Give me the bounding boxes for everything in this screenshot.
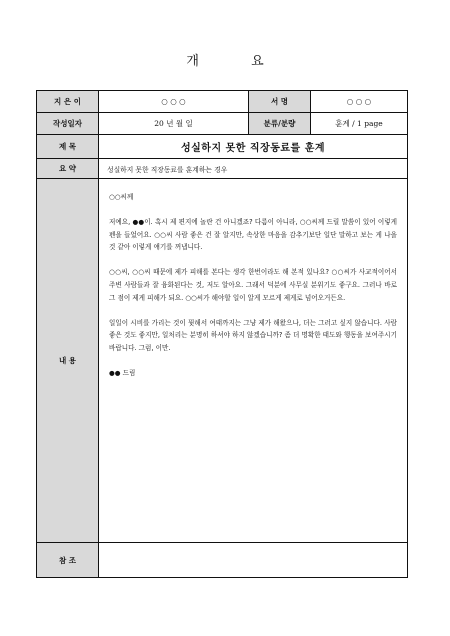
letter-paragraph: 저예요, ●●이. 혹시 제 편지에 놀란 건 아니겠죠? 다름이 아니라, ○○씨께 드릴 말씀이 있어 이렇게 펜을 들었어요. ○○씨 사람 좋은 건 잘 알지만, 속상한 마음을 감추기보단 일단 말하고 보는 게 나을 것 같아 이렇게 얘기를 꺼냅니다. <box>109 217 397 252</box>
book-name-value: ○ ○ ○ <box>346 97 372 106</box>
subject-row <box>37 135 407 159</box>
letter-paragraph: ○○씨, ○○씨 때문에 제가 피해를 본다는 생각 한번이라도 해 본적 있나요? ○○씨가 사교적이어서 주변 사람들과 잘 융화된다는 것, 저도 알아요. 그래서 덕분에 사무실 분위기도 좋구요. 그러나 바로 그 점이 제게 피해가 되요. ○○씨가 해야할 일이 알게 모르게 제게로 넘어오거든요. <box>109 268 397 302</box>
letter-body <box>99 179 407 542</box>
summary-value: 성실하지 못한 직장동료를 훈계하는 경우 <box>107 165 228 174</box>
letter-paragraph: 일일이 시비를 가리는 것이 뭣해서 여태까지는 그냥 제가 해왔으나, 더는 그러고 싶지 않습니다. 사람 좋은 것도 좋지만, 일처리는 분명히 하셔야 하지 않겠습니까? 좀 더 명확한 태도와 행동을 보여주시기 바랍니다. 그럼, 이만. <box>109 318 397 353</box>
date-row <box>37 113 407 135</box>
letter-signature: ●● 드림 <box>109 368 136 377</box>
reference-row <box>37 543 407 577</box>
date-label: 작성일자 <box>37 113 99 134</box>
subject-label: 제 목 <box>37 135 99 158</box>
content-row <box>37 179 407 543</box>
content-label: 내 용 <box>37 179 99 542</box>
summary-row <box>37 159 407 179</box>
summary-label: 요 약 <box>37 159 99 178</box>
summary-form <box>36 90 408 578</box>
category-label: 분류/분량 <box>249 113 311 134</box>
date-value: 20 년 월 일 <box>99 113 249 134</box>
subject-value: 성실하지 못한 직장동료를 훈계 <box>180 143 326 154</box>
reference-label: 참 조 <box>37 543 99 577</box>
book-name-label: 서 명 <box>249 91 311 112</box>
page-title: 개 요 <box>186 54 288 69</box>
letter-salutation: ○○씨께 <box>109 193 134 201</box>
author-row <box>37 91 407 113</box>
author-value: ○ ○ ○ <box>99 91 249 112</box>
author-label: 지 은 이 <box>37 91 99 112</box>
category-value: 훈계 / 1 page <box>335 119 383 128</box>
reference-value <box>99 543 407 577</box>
